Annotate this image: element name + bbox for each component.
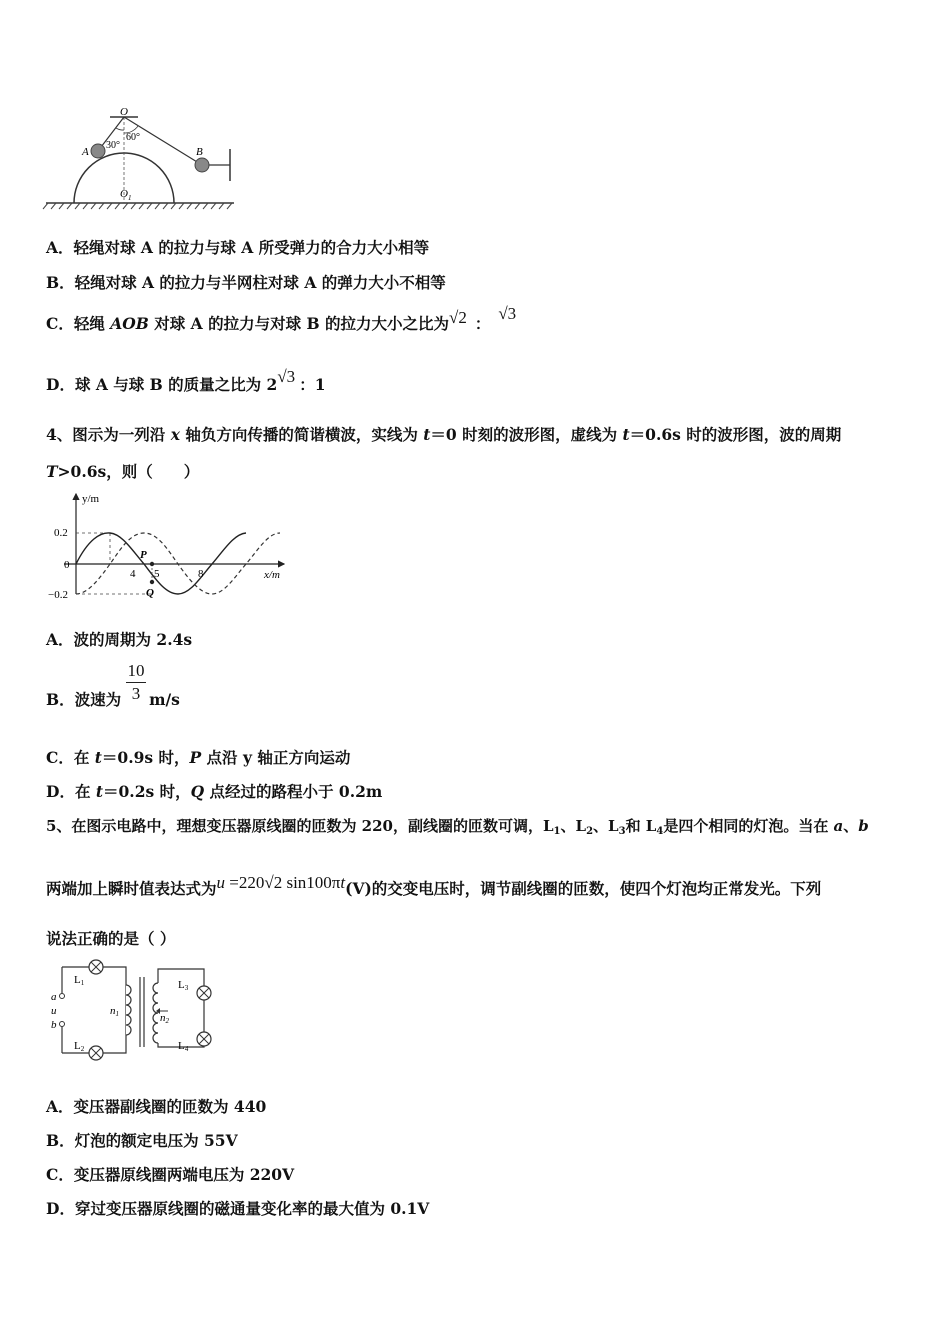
- ball-b: [195, 158, 209, 172]
- q5-formula: [217, 873, 346, 892]
- label-angle-60: 60°: [126, 132, 140, 143]
- q5-formula-part: =220: [225, 873, 265, 892]
- q4-b-denominator: 3: [131, 684, 141, 703]
- q4-d-t: t: [95, 782, 104, 801]
- q5-formula-part: sin100π: [282, 873, 341, 892]
- q4-b-unit: m/s: [149, 690, 180, 709]
- q5-formula-sqrt2: √2: [264, 873, 283, 892]
- q5-sub: 3: [618, 826, 626, 837]
- q4-stem-t: t: [423, 425, 431, 444]
- q5-stem-line1: [46, 815, 869, 837]
- q3-c-colon: ：: [474, 314, 491, 333]
- q3-d-suffix: ：1: [299, 375, 326, 394]
- q3-option-a: A．轻绳对球 A 的拉力与球 A 所受弹力的合力大小相等: [46, 238, 430, 257]
- q5-stem-part: (V)的交变电压时，调节副线圈的匝数，使四个灯泡均正常发光。下列: [345, 879, 822, 898]
- q4-c-p: P: [189, 748, 202, 767]
- q4-b-numerator: 10: [127, 661, 145, 680]
- q3-option-d: [46, 367, 326, 395]
- circuit-label-l4: L4: [178, 1040, 189, 1053]
- q4-stem-part: ＝0.6s 时的波形图，波的周期: [629, 425, 842, 444]
- q5-option-a: A．变压器副线圈的匝数为 440: [46, 1097, 267, 1116]
- circuit-label-l1: L1: [74, 974, 85, 987]
- q4-d-part: 点经过的路程小于 0.2m: [204, 782, 383, 801]
- q4-stem-part: 轴负方向传播的简谐横波，实线为: [179, 425, 424, 444]
- q5-formula-u: u: [216, 873, 226, 892]
- wave-y-zero: 0: [64, 559, 70, 571]
- q3-option-c: [46, 304, 517, 334]
- q4-stem-x: x: [170, 425, 180, 444]
- q4-option-a: A．波的周期为 2.4s: [46, 630, 193, 649]
- q4-b-fraction: [124, 661, 148, 704]
- q4-option-b: [46, 688, 180, 710]
- q4-option-c: [46, 746, 350, 768]
- q5-var-b: b: [858, 817, 869, 835]
- q3-d-sqrt3: √3: [277, 367, 296, 386]
- q4-stem-line2: [46, 460, 199, 482]
- q4-c-part: C．在: [46, 748, 95, 767]
- label-o1: $O_1$: [120, 188, 132, 202]
- q4-stem-part: 4、图示为一列沿: [46, 425, 171, 444]
- ball-a: [91, 144, 105, 158]
- wave-x-5: 5: [154, 568, 160, 580]
- wave-label-q: Q: [146, 587, 154, 599]
- q4-option-d: [46, 780, 382, 802]
- label-angle-30: 30°: [106, 140, 120, 151]
- q4-c-part: ＝0.9s 时，: [101, 748, 190, 767]
- q3-c-sqrt3: √3: [498, 304, 517, 323]
- q5-stem-part: 两端加上瞬时值表达式为: [46, 879, 217, 898]
- circuit-label-l3: L3: [178, 979, 189, 992]
- q5-stem-part: 、L: [593, 817, 619, 835]
- q3-c-sqrt2: √2: [448, 308, 467, 327]
- label-o: O: [120, 106, 128, 118]
- q5-option-d: D．穿过变压器原线圈的磁通量变化率的最大值为 0.1V: [46, 1199, 430, 1218]
- q4-c-t: t: [94, 748, 102, 767]
- circuit-figure: [50, 955, 220, 1065]
- q4-stem-part: >0.6s，则（ ）: [57, 462, 200, 481]
- q5-stem-line2: [46, 873, 822, 899]
- q3-option-b: B．轻绳对球 A 的拉力与半网柱对球 A 的弹力大小不相等: [46, 273, 446, 292]
- wave-figure: [44, 488, 294, 606]
- wave-x-8: 8: [198, 568, 204, 580]
- q5-stem-part: 、: [843, 817, 859, 835]
- q5-option-b: B．灯泡的额定电压为 55V: [46, 1131, 238, 1150]
- q5-stem-part: 是四个相同的灯泡。当在: [663, 817, 834, 835]
- q4-stem-part: ＝0 时刻的波形图，虚线为: [430, 425, 623, 444]
- circuit-label-n1: n1: [110, 1005, 119, 1018]
- wave-y-top: 0.2: [54, 527, 68, 539]
- q4-d-part: D．在: [46, 782, 96, 801]
- q5-stem-part: 5、在图示电路中，理想变压器原线圈的匝数为 220，副线圈的匝数可调，L: [46, 817, 554, 835]
- q4-b-prefix: B．波速为: [46, 690, 122, 709]
- q4-d-part: ＝0.2s 时，: [103, 782, 191, 801]
- q4-stem-period: T: [46, 462, 58, 481]
- circuit-label-l2: L2: [74, 1040, 85, 1053]
- q5-formula-t: t: [340, 873, 346, 892]
- q5-stem-line3: 说法正确的是（ ）: [46, 929, 176, 948]
- q5-sub: 1: [553, 826, 561, 837]
- circuit-label-a: a: [51, 991, 57, 1003]
- wave-y-axis-label: y/m: [82, 493, 100, 505]
- q5-var-a: a: [833, 817, 844, 835]
- hemisphere-figure: [40, 105, 240, 215]
- circuit-label-n2: n2: [160, 1012, 169, 1025]
- wave-label-p: P: [140, 549, 147, 561]
- wave-x-axis-label: x/m: [264, 569, 280, 581]
- q3-d-prefix: D．球 A 与球 B 的质量之比为 2: [46, 375, 278, 394]
- q4-stem-t: t: [622, 425, 630, 444]
- label-a: A: [82, 146, 89, 158]
- circuit-label-b: b: [51, 1019, 57, 1031]
- q3-c-prefix: C．轻绳: [46, 314, 111, 333]
- q3-c-middle: 对球 A 的拉力与对球 B 的拉力大小之比为: [148, 314, 449, 333]
- q5-stem-part: 、L: [560, 817, 587, 835]
- wave-y-bottom: −0.2: [48, 589, 68, 601]
- q3-c-aob: AOB: [110, 314, 149, 333]
- q5-stem-part: 和 L: [625, 817, 657, 835]
- q4-stem-line1: [46, 423, 841, 445]
- q4-c-part: 点沿 y 轴正方向运动: [201, 748, 351, 767]
- q4-d-q: Q: [190, 782, 205, 801]
- q5-sub: 2: [586, 826, 594, 837]
- wave-x-4: 4: [130, 568, 136, 580]
- label-b: B: [196, 146, 203, 158]
- circuit-label-u: u: [51, 1005, 57, 1017]
- q5-sub: 4: [656, 826, 664, 837]
- q5-option-c: C．变压器原线圈两端电压为 220V: [46, 1165, 295, 1184]
